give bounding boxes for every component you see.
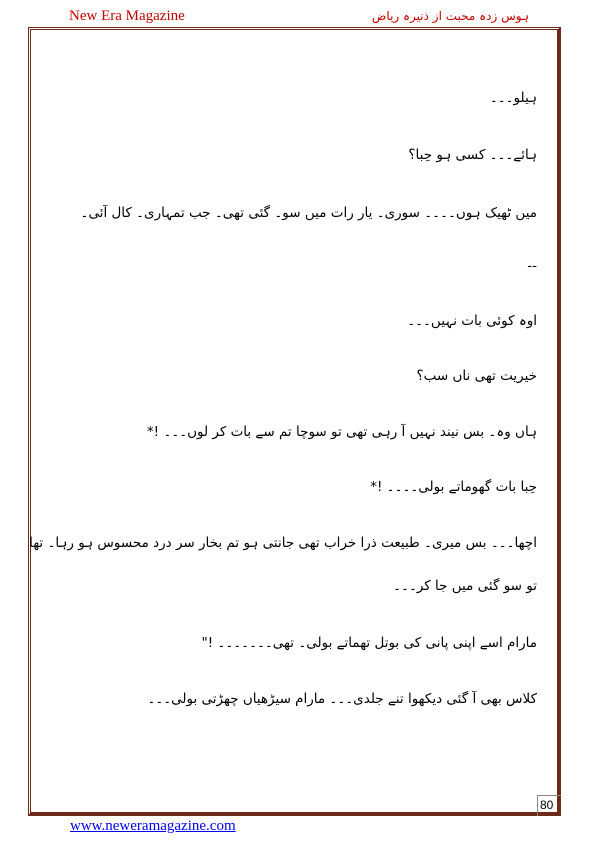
website-link[interactable]: www.neweramagazine.com	[70, 818, 236, 834]
text-line: کلاس بھی آ گئی دیکھوا تنے جلدی۔۔۔ مارام سیڑھیاں چھڑتی بولی۔۔۔	[147, 691, 537, 707]
text-line: خیریت تھی ناں سب؟	[416, 368, 537, 384]
text-line: اوہ کوئی بات نہیں۔۔۔	[407, 313, 537, 329]
text-line: ہائے۔۔۔ کسی ہو حِبا؟	[408, 147, 537, 163]
text-line: اچھا۔۔۔ بس میری۔ طبیعت ذرا خراب تھی جانتی ہو تم بخار سر درد محسوس ہو رہا۔ تھا	[29, 535, 537, 551]
text-line: میں ٹھیک ہوں۔۔۔۔ سوری۔ یار رات میں سو۔ گئی تھی۔ جب تمہاری۔ کال آئی۔	[80, 205, 537, 221]
novel-title: ہوس زدہ محبت از ذنیرہ ریاض	[371, 9, 529, 23]
text-line: ہاں وہ۔ بس نیند نہیں آ رہی تھی تو سوچا تم سے بات کر لوں۔۔۔ !*	[146, 424, 537, 440]
text-line: ہیلو۔۔۔	[489, 90, 537, 106]
page-number: 80	[540, 798, 554, 812]
text-line: حِبا بات گھوماتے بولی۔۔۔۔ !*	[370, 479, 537, 495]
text-line: --	[527, 258, 537, 274]
magazine-name: New Era Magazine	[69, 8, 185, 24]
text-line: مارام اسے اپنی پانی کی بوتل تھماتے بولی۔ تھی۔۔۔۔۔۔۔ !"	[201, 635, 537, 651]
text-line: تو سو گئی میں جا کر۔۔۔	[393, 578, 537, 594]
